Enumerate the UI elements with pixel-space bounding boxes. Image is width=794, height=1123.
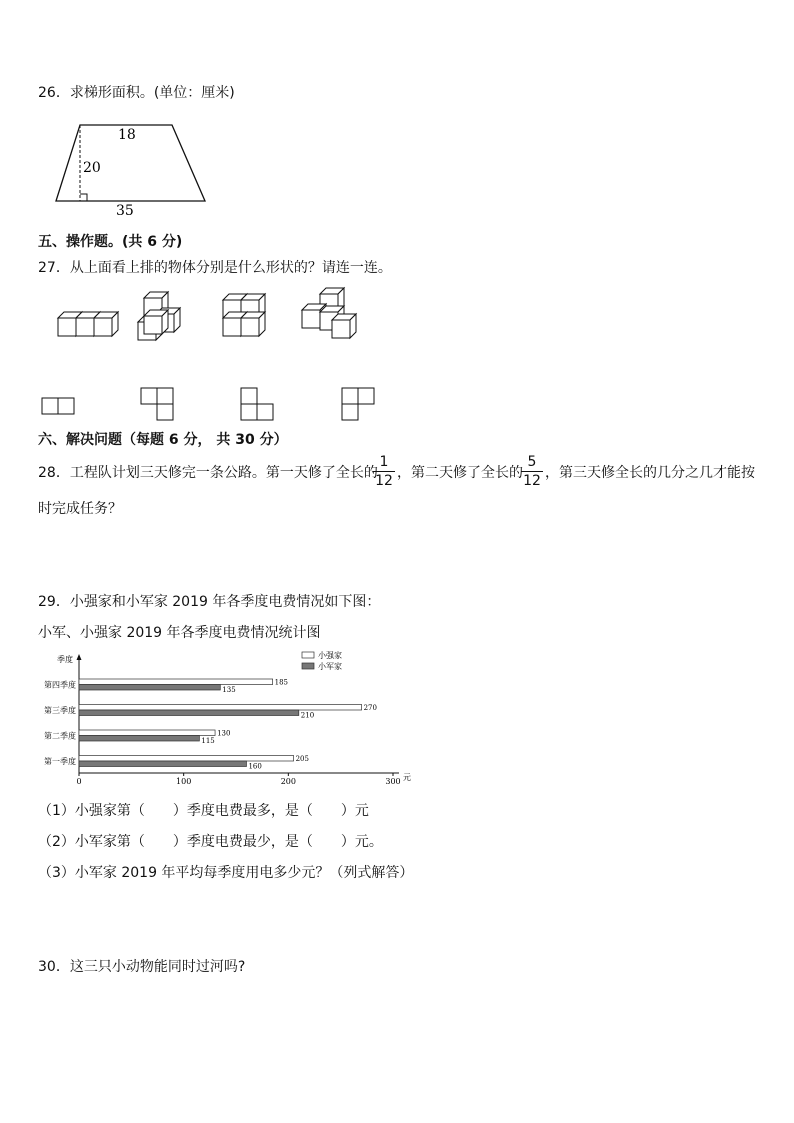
category-label: 第二季度 bbox=[44, 731, 76, 741]
legend-swatch bbox=[302, 652, 314, 658]
q28-part1: 28．工程队计划三天修完一条公路。第一天修了全长的 bbox=[38, 465, 378, 481]
trapezoid-top-label: 18 bbox=[118, 127, 136, 143]
q29-text: 29．小强家和小军家 2019 年各季度电费情况如下图： bbox=[38, 594, 381, 610]
electricity-bar-chart bbox=[30, 648, 430, 790]
bar bbox=[79, 705, 362, 711]
q28-line2: 时完成任务？ bbox=[38, 501, 122, 517]
bar bbox=[79, 736, 199, 742]
q27-figures bbox=[40, 282, 380, 430]
bar bbox=[79, 710, 299, 716]
data-label: 185 bbox=[274, 678, 289, 687]
trapezoid-height-label: 20 bbox=[83, 160, 101, 176]
category-label: 第三季度 bbox=[44, 706, 76, 715]
category-label: 第一季度 bbox=[44, 757, 76, 766]
data-label: 270 bbox=[363, 704, 377, 712]
x-tick-label: 0 bbox=[76, 777, 82, 786]
y-axis-label: 季度 bbox=[57, 655, 73, 664]
bar bbox=[79, 730, 215, 736]
q29-sub1: （1）小强家第（ ）季度电费最多，是（ ）元 bbox=[38, 803, 369, 819]
cube-figure-4 bbox=[302, 288, 356, 338]
legend-label: 小强家 bbox=[318, 651, 342, 660]
bar bbox=[79, 756, 294, 762]
x-tick-label: 100 bbox=[176, 777, 192, 786]
data-label: 115 bbox=[201, 737, 215, 745]
q29-sub3: （3）小军家 2019 年平均每季度用电多少元？（列式解答） bbox=[38, 865, 414, 881]
data-label: 205 bbox=[295, 755, 309, 763]
bar bbox=[79, 685, 220, 691]
legend-swatch bbox=[302, 663, 314, 669]
chart-title: 小军、小强家 2019 年各季度电费情况统计图 bbox=[38, 625, 321, 641]
section6-heading: 六、解决问题（每题 6 分， 共 30 分） bbox=[38, 432, 288, 448]
fraction-1-numerator: 1 bbox=[379, 454, 389, 470]
data-label: 160 bbox=[248, 762, 262, 771]
data-label: 135 bbox=[222, 686, 236, 694]
q28-part3: ，第三天修全长的几分之几才能按 bbox=[545, 465, 755, 481]
cube-figure-2 bbox=[138, 292, 180, 340]
q30-text: 30．这三只小动物能同时过河吗? bbox=[38, 959, 246, 975]
y-axis-arrow bbox=[77, 654, 82, 660]
top-view-shapes bbox=[42, 388, 374, 420]
q29-sub2: （2）小军家第（ ）季度电费最少，是（ ）元。 bbox=[38, 834, 383, 850]
data-label: 210 bbox=[300, 711, 315, 720]
fraction-1-denominator: 12 bbox=[375, 473, 393, 489]
x-axis-unit-label: 元 bbox=[403, 773, 411, 782]
x-tick-label: 300 bbox=[385, 777, 401, 786]
section5-heading: 五、操作题。(共 6 分) bbox=[38, 234, 183, 250]
data-label: 130 bbox=[217, 729, 231, 738]
fraction-2-numerator: 5 bbox=[527, 454, 537, 470]
trapezoid-bottom-label: 35 bbox=[116, 203, 134, 218]
fraction-5-12 bbox=[521, 454, 543, 489]
q26-text: 26．求梯形面积。(单位：厘米) bbox=[38, 85, 235, 101]
legend-label: 小军家 bbox=[318, 662, 342, 671]
cube-figure-1 bbox=[58, 312, 118, 336]
bar bbox=[79, 679, 273, 685]
q28-part2: ，第二天修了全长的 bbox=[397, 465, 523, 481]
category-label: 第四季度 bbox=[44, 680, 76, 690]
q27-text: 27．从上面看上排的物体分别是什么形状的？请连一连。 bbox=[38, 260, 392, 276]
fraction-1-12 bbox=[373, 454, 395, 489]
fraction-2-denominator: 12 bbox=[523, 473, 541, 489]
x-tick-label: 200 bbox=[280, 777, 296, 786]
cube-figure-3 bbox=[223, 294, 265, 336]
bar bbox=[79, 761, 246, 767]
trapezoid-figure bbox=[50, 118, 220, 218]
